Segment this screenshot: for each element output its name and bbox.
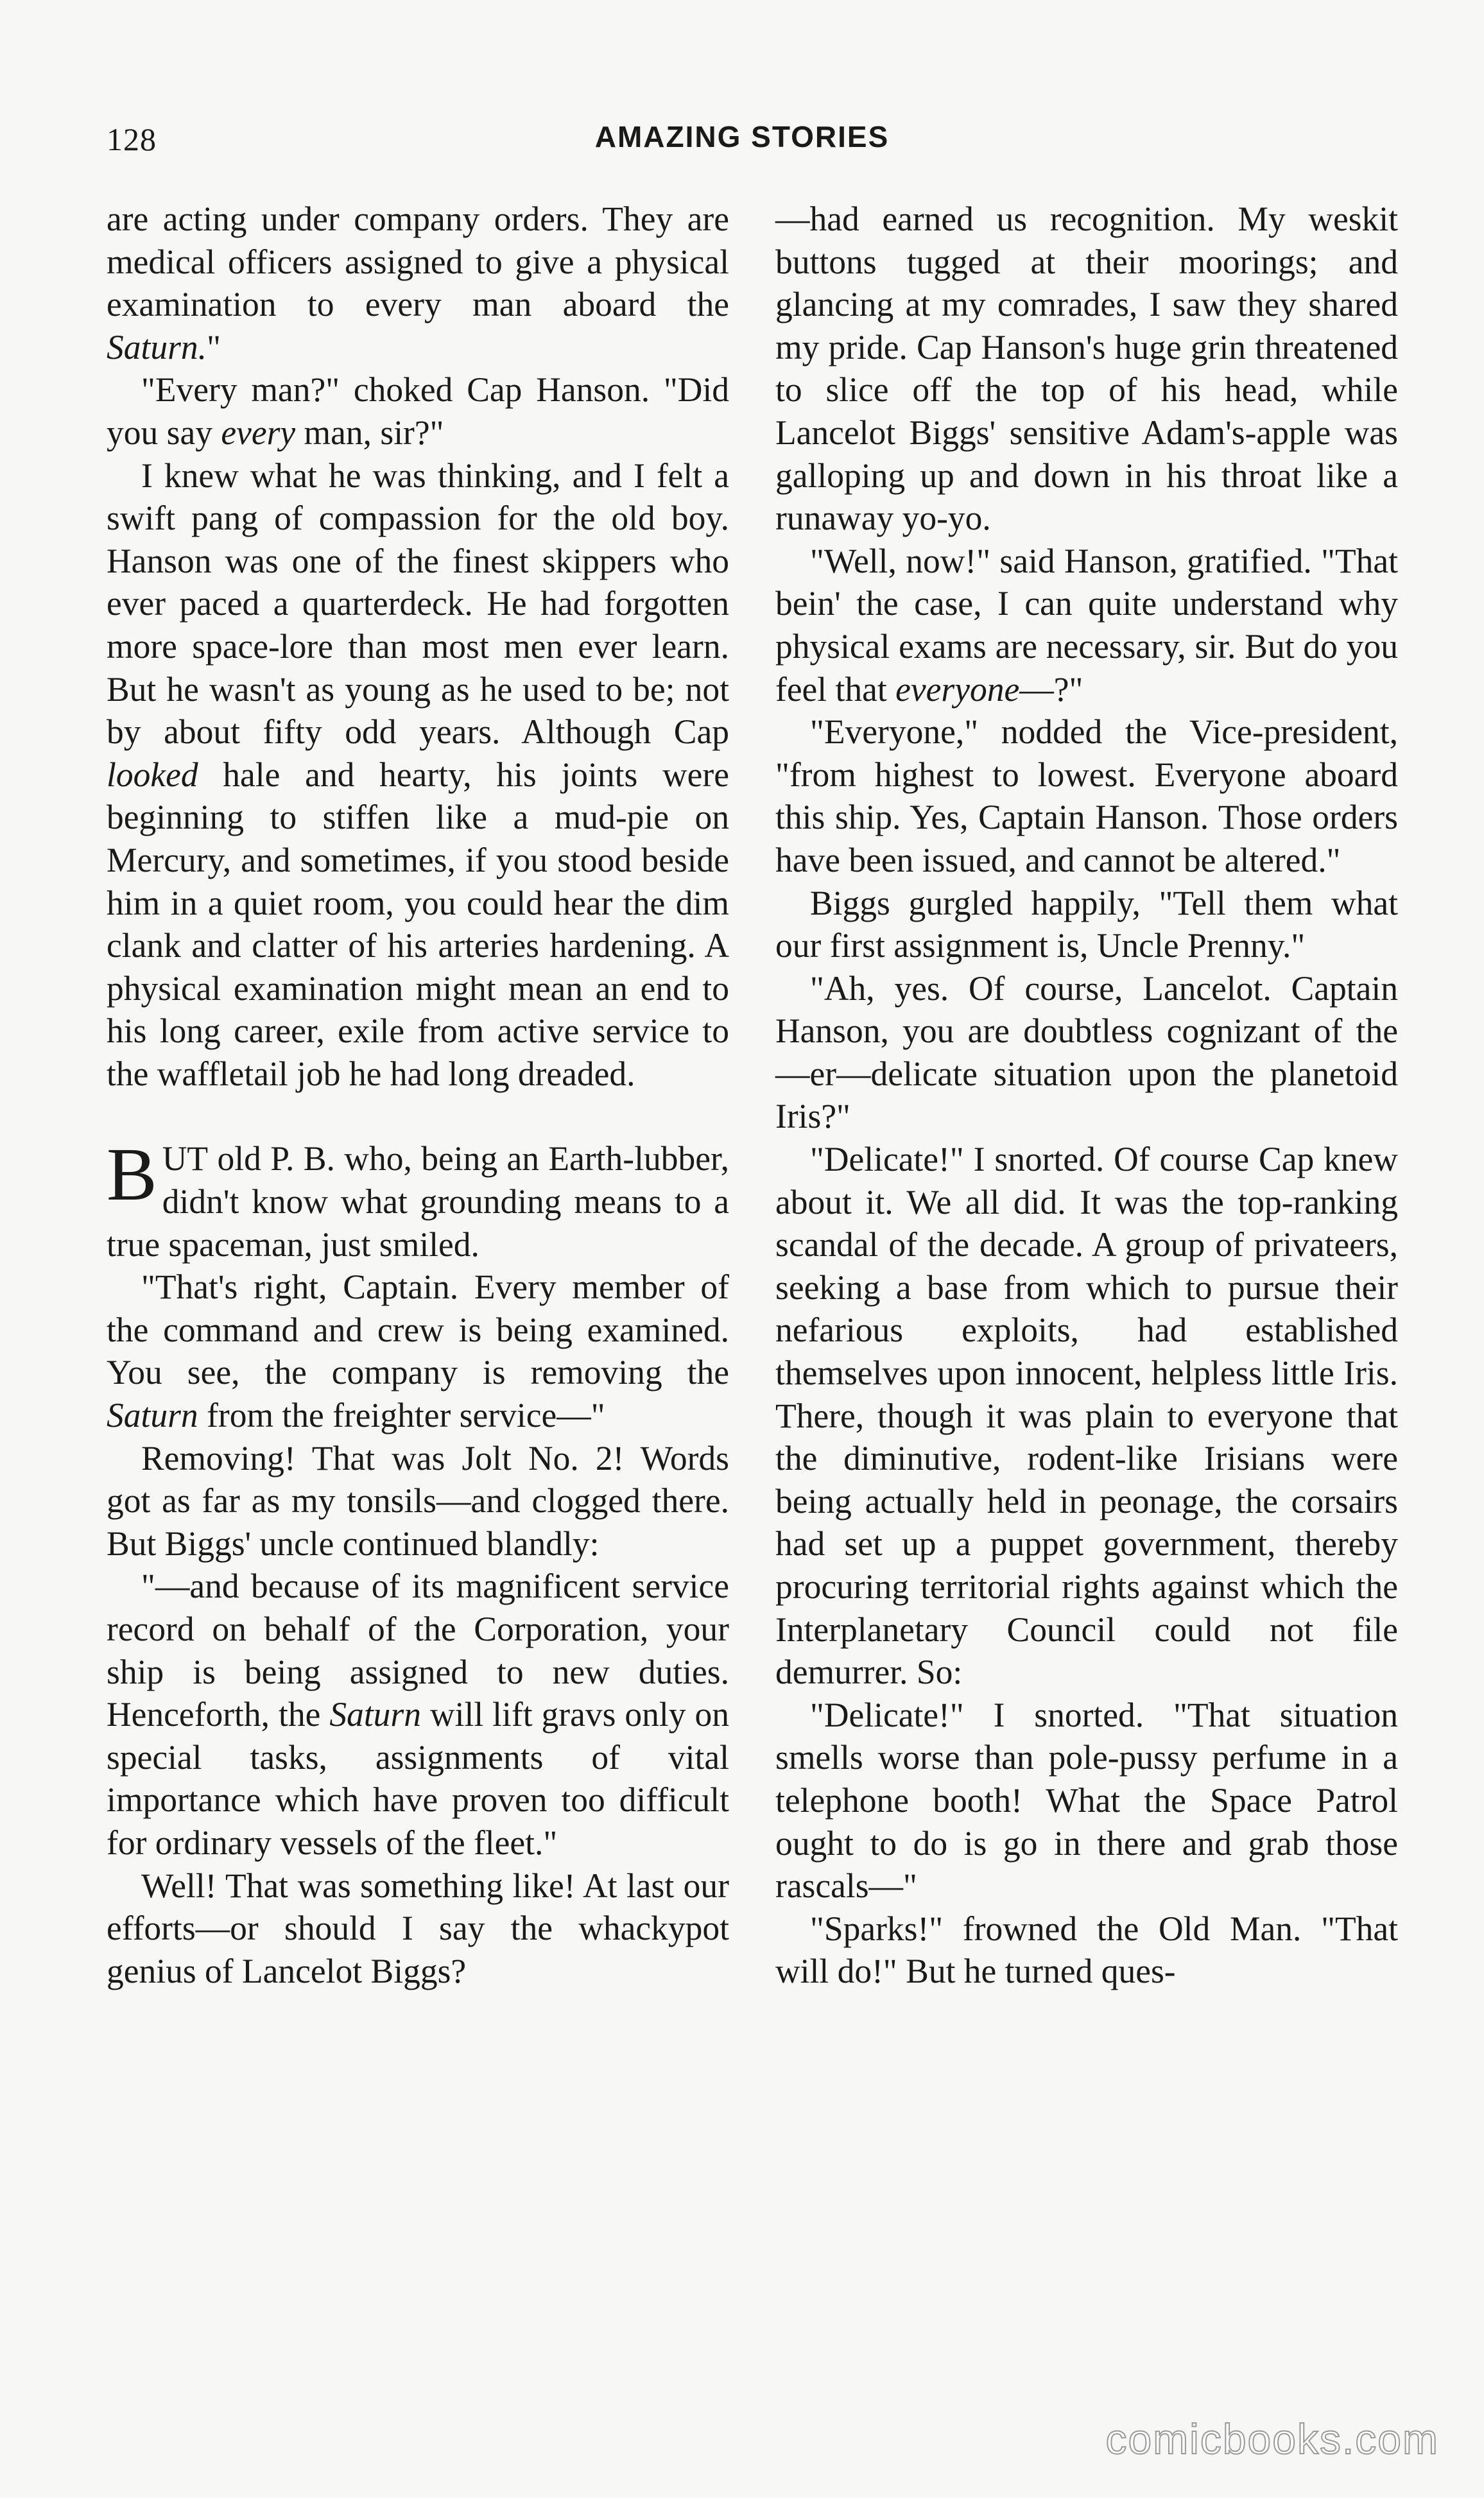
- text-run: hale and hearty, his joints were beginning to stiffen like a mud-pie on Mercury, and sometimes, if you stood beside him in a quiet room, you could hear the dim clank and clatter of his arteries hardening. A physical examination might mean an end to his long career, exile from active service to the waffletail job he had long dreaded.: [107, 755, 729, 1093]
- section-paragraph: [107, 1132, 729, 1266]
- text-run: from the freighter service—": [198, 1396, 605, 1435]
- text-run: "Well, now!" said Hanson, gratified. "That bein' the case, I can quite understand why physical exams are necessary, sir. But do you feel that: [775, 541, 1398, 709]
- text-run: I knew what he was thinking, and I felt a swift pang of compassion for the old boy. Hanson was one of the finest skippers who ever paced a quarterdeck. He had forgotten more space-lore than most men ever learn. But he wasn't as young as he used to be; not by about fifty odd years. Although Cap: [107, 456, 729, 752]
- emphasis: every: [221, 413, 296, 452]
- text-run: "Every man?" choked Cap Hanson. "Did you say: [107, 370, 729, 452]
- right-column: [775, 198, 1398, 1993]
- small-caps-lead: UT: [162, 1139, 209, 1178]
- text-run: ": [207, 327, 221, 366]
- paragraph: Well! That was something like! At last our efforts—or should I say the whackypot genius of Lancelot Biggs?: [107, 1866, 729, 1990]
- paragraph: [107, 198, 729, 368]
- emphasis: looked: [107, 755, 198, 794]
- paragraph: [107, 368, 729, 454]
- text-run: "—and because of its magnificent service record on behalf of the Corporation, your ship is being assigned to new duties. Henceforth, the: [107, 1567, 729, 1734]
- paragraph: "Ah, yes. Of course, Lancelot. Captain Hanson, you are doubtless cognizant of the—er—delicate situation upon the planetoid Iris?": [775, 969, 1398, 1136]
- left-column: [107, 198, 729, 1992]
- watermark: comicbooks.com: [1105, 2415, 1439, 2463]
- drop-cap: B: [107, 1132, 157, 1217]
- paragraph: Removing! That was Jolt No. 2! Words got as far as my tonsils—and clogged there. But Biggs' uncle continued blandly:: [107, 1438, 729, 1563]
- paragraph: [107, 1565, 729, 1864]
- running-head: AMAZING STORIES: [594, 120, 890, 153]
- text-run: —?": [1019, 669, 1083, 709]
- paragraph: [107, 1266, 729, 1436]
- text-run: are acting under company orders. They are medical officers assigned to give a physical examination to every man aboard the: [107, 200, 729, 324]
- text-run: man, sir?": [295, 413, 444, 452]
- paragraph: "Delicate!" I snorted. "That situation smells worse than pole-pussy perfume in a telephone booth! What the Space Patrol ought to do is go in there and grab those rascals—": [775, 1695, 1398, 1906]
- paragraph: "Delicate!" I snorted. Of course Cap knew about it. We all did. It was the top-ranking scandal of the decade. A group of privateers, seeking a base from which to pursue their nefarious exploits, had established themselves upon innocent, helpless little Iris. There, though it was plain to everyone that the diminutive, rodent-like Irisians were being actually held in peonage, the corsairs had set up a puppet government, thereby procuring territorial rights against which the Interplanetary Council could not file demurrer. So:: [775, 1140, 1398, 1692]
- text-run: will lift gravs only on special tasks, assignments of vital importance which have proven too difficult for ordinary vessels of the fleet.": [107, 1695, 729, 1862]
- page-number: 128: [107, 121, 157, 157]
- text-run: old P. B. who, being an Earth-lubber, didn't know what grounding means to a true spaceman, just smiled.: [107, 1139, 729, 1264]
- paragraph: —had earned us recognition. My weskit buttons tugged at their moorings; and glancing at my comrades, I saw they shared my pride. Cap Hanson's huge grin threatened to slice off the top of his head, while Lancelot Biggs' sensitive Adam's-apple was galloping up and down in his throat like a runaway yo-yo.: [775, 200, 1398, 538]
- ship-name: Saturn: [329, 1695, 421, 1734]
- paragraph: "Sparks!" frowned the Old Man. "That will do!" But he turned ques-: [775, 1909, 1398, 1991]
- paragraph: [107, 454, 729, 1096]
- ship-name: Saturn.: [107, 327, 207, 366]
- ship-name: Saturn: [107, 1396, 198, 1435]
- paragraph: Biggs gurgled happily, "Tell them what our first assignment is, Uncle Prenny.": [775, 883, 1398, 965]
- paragraph: [775, 540, 1398, 711]
- emphasis: everyone: [895, 669, 1020, 709]
- text-run: "That's right, Captain. Every member of the command and crew is being examined. You see, the company is removing the: [107, 1268, 729, 1392]
- paragraph: "Everyone," nodded the Vice-president, "from highest to lowest. Everyone aboard this ship. Yes, Captain Hanson. Those orders have been issued, and cannot be altered.": [775, 712, 1398, 879]
